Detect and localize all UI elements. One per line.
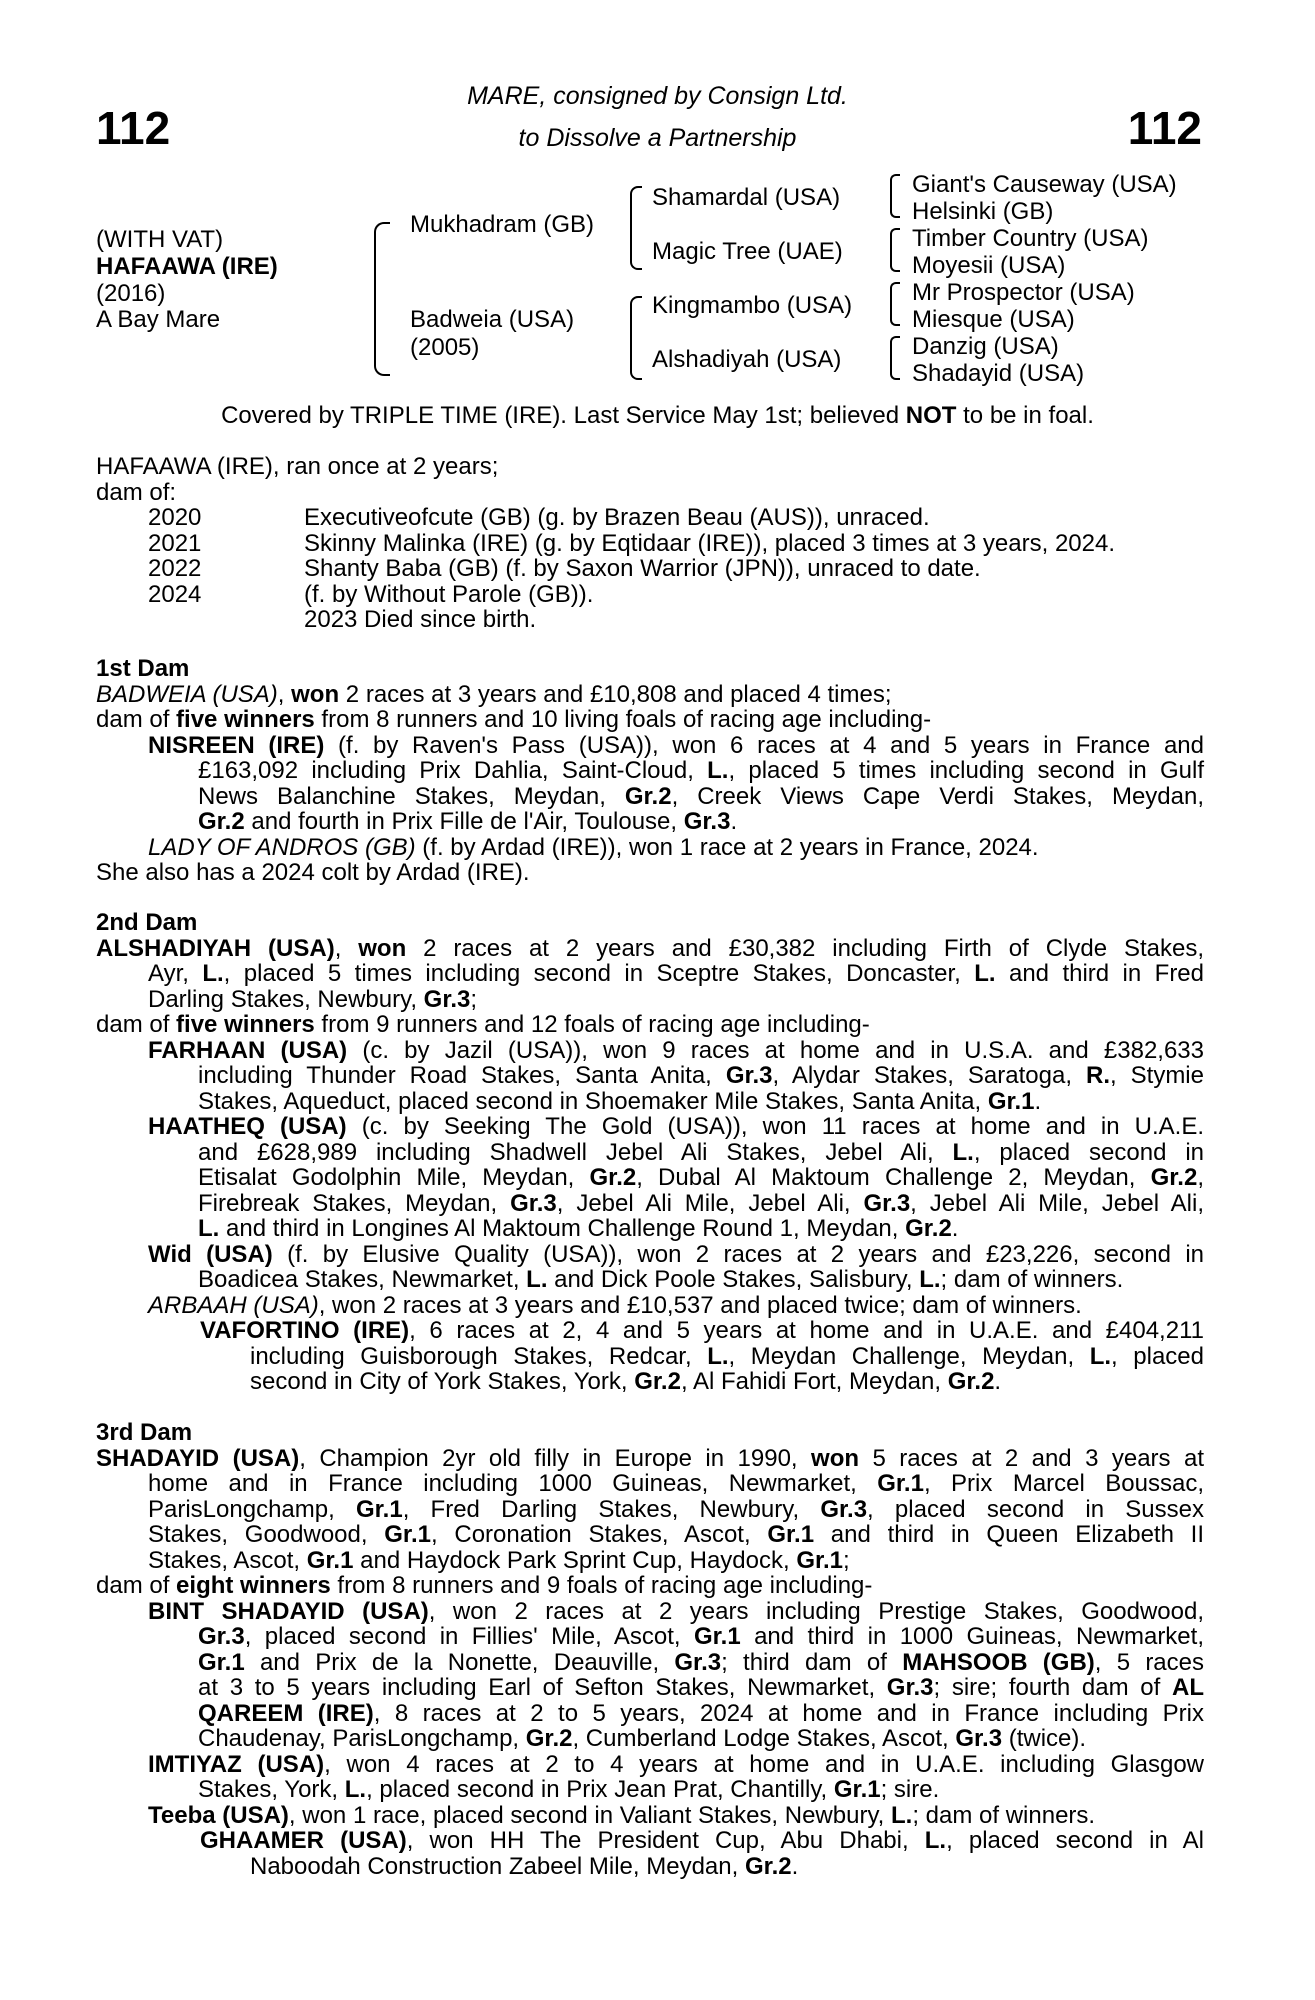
vat-note: (WITH VAT) xyxy=(96,226,224,253)
progeny-list xyxy=(96,505,1204,633)
second-dam-line: HAATHEQ (USA) (c. by Seeking The Gold (USA)), won 11 races at home and in U.A.E. xyxy=(148,1113,1204,1140)
second-dam-line: Firebreak Stakes, Meydan, Gr.3, Jebel Ali Mile, Jebel Ali, Gr.3, Jebel Ali Mile, Jebel Ali, xyxy=(198,1189,1204,1217)
g3-brace-3 xyxy=(890,282,900,326)
first-dam-line: dam of five winners from 8 runners and 10 living foals of racing age including- xyxy=(96,706,932,733)
g3-ancestor: Helsinki (GB) xyxy=(912,198,1054,225)
second-dam-line: including Guisborough Stakes, Redcar, L., Meydan Challenge, Meydan, L., placed xyxy=(250,1342,1204,1370)
first-dam-line: LADY OF ANDROS (GB) (f. by Ardad (IRE)), won 1 race at 2 years in France, 2024. xyxy=(148,833,1039,861)
sire-sire: Shamardal (USA) xyxy=(652,184,841,211)
second-dam-line: including Thunder Road Stakes, Santa Anita, Gr.3, Alydar Stakes, Saratoga, R., Stymie xyxy=(198,1062,1204,1089)
lot-number-left: 112 xyxy=(96,102,171,154)
second-dam-line: Stakes, Aqueduct, placed second in Shoemaker Mile Stakes, Santa Anita, Gr.1. xyxy=(198,1087,1042,1115)
produce-record xyxy=(96,454,1204,633)
dam-brace xyxy=(630,296,642,380)
progeny-year: 2022 xyxy=(148,555,202,582)
g3-ancestor: Moyesii (USA) xyxy=(912,252,1066,279)
second-dam-section xyxy=(96,910,1204,1395)
g3-ancestor: Miesque (USA) xyxy=(912,306,1075,333)
third-dam-line: QAREEM (IRE), 8 races at 2 to 5 years, 2024 at home and in France including Prix xyxy=(198,1699,1205,1727)
first-dam-section xyxy=(96,656,1204,886)
covered-bold: NOT xyxy=(905,402,957,429)
third-dam-line: Stakes, Ascot, Gr.1 and Haydock Park Sprint Cup, Haydock, Gr.1; xyxy=(148,1546,850,1574)
first-dam-line: NISREEN (IRE) (f. by Raven's Pass (USA)), won 6 races at 4 and 5 years in France and xyxy=(148,731,1204,759)
third-dam-line: SHADAYID (USA), Champion 2yr old filly in Europe in 1990, won 5 races at 2 and 3 years at xyxy=(96,1444,1204,1472)
third-dam-line: at 3 to 5 years including Earl of Sefton Stakes, Newmarket, Gr.3; sire; fourth dam of AL xyxy=(198,1674,1204,1701)
second-dam-line: ALSHADIYAH (USA), won 2 races at 2 years and £30,382 including Firth of Clyde Stakes, xyxy=(96,934,1204,962)
third-dam-line: Stakes, Goodwood, Gr.1, Coronation Stakes, Ascot, Gr.1 and third in Queen Elizabeth II xyxy=(148,1521,1204,1548)
first-dam-line: Gr.2 and fourth in Prix Fille de l'Air, Toulouse, Gr.3. xyxy=(198,808,738,835)
second-dam-line: FARHAAN (USA) (c. by Jazil (USA)), won 9 races at home and in U.S.A. and £382,633 xyxy=(148,1036,1204,1064)
second-dam-line: Wid (USA) (f. by Elusive Quality (USA)), won 2 races at 2 years and £23,226, second in xyxy=(148,1240,1204,1268)
progeny-year xyxy=(148,607,248,633)
second-dam-line: ARBAAH (USA), won 2 races at 3 years and £10,537 and placed twice; dam of winners. xyxy=(148,1291,1082,1319)
dam-of-label: dam of: xyxy=(96,478,177,506)
second-dam-line: Ayr, L., placed 5 times including second in Sceptre Stakes, Doncaster, L. and third in Fred xyxy=(148,960,1205,987)
lot-number-right: 112 xyxy=(1127,102,1202,154)
third-dam-line: BINT SHADAYID (USA), won 2 races at 2 years including Prestige Stakes, Goodwood, xyxy=(148,1597,1204,1625)
g3-brace-1 xyxy=(890,174,900,218)
horse-description: A Bay Mare xyxy=(96,306,221,333)
third-dam-line: GHAAMER (USA), won HH The President Cup, Abu Dhabi, L., placed second in Al xyxy=(200,1827,1204,1854)
second-dam-line: Etisalat Godolphin Mile, Meydan, Gr.2, Dubal Al Maktoum Challenge 2, Meydan, Gr.2, xyxy=(198,1164,1204,1191)
sire-brace xyxy=(630,186,642,270)
g3-brace-4 xyxy=(890,336,900,380)
dam-sire: Kingmambo (USA) xyxy=(652,292,853,319)
progeny-year: 2024 xyxy=(148,580,202,608)
consignment-line-1: MARE, consigned by Consign Ltd. xyxy=(467,82,848,110)
third-dam-line: IMTIYAZ (USA), won 4 races at 2 to 4 years at home and in U.A.E. including Glasgow xyxy=(148,1750,1204,1778)
third-dam-line: Gr.3, placed second in Fillies' Mile, Ascot, Gr.1 and third in 1000 Guineas, Newmarket, xyxy=(198,1623,1204,1650)
pedigree-brace xyxy=(374,222,390,376)
second-dam-line: and £628,989 including Shadwell Jebel Ali Stakes, Jebel Ali, L., placed second in xyxy=(198,1138,1204,1166)
progeny-entry: (f. by Without Parole (GB)). xyxy=(304,580,594,608)
covered-note xyxy=(0,402,1315,430)
third-dam-section xyxy=(96,1420,1204,1879)
progeny-entry: 2023 Died since birth. xyxy=(304,606,537,633)
g3-ancestor: Danzig (USA) xyxy=(912,333,1059,360)
foaling-year: (2016) xyxy=(96,280,166,307)
consignment-line-2: to Dissolve a Partnership xyxy=(518,124,797,152)
first-dam-line: News Balanchine Stakes, Meydan, Gr.2, Creek Views Cape Verdi Stakes, Meydan, xyxy=(198,782,1204,810)
second-dam-line: second in City of York Stakes, York, Gr.2, Al Fahidi Fort, Meydan, Gr.2. xyxy=(250,1368,1002,1395)
sire: Mukhadram (GB) xyxy=(410,211,595,238)
g3-ancestor: Giant's Causeway (USA) xyxy=(912,171,1177,198)
third-dam-line: Gr.1 and Prix de la Nonette, Deauville, Gr.3; third dam of MAHSOOB (GB), 5 races xyxy=(198,1648,1205,1676)
produce-intro: HAFAAWA (IRE), ran once at 2 years; xyxy=(96,453,499,480)
second-dam-line: L. and third in Longines Al Maktoum Challenge Round 1, Meydan, Gr.2. xyxy=(198,1215,959,1242)
g3-ancestor: Shadayid (USA) xyxy=(912,360,1085,387)
first-dam-line: BADWEIA (USA), won 2 races at 3 years and £10,808 and placed 4 times; xyxy=(96,680,892,708)
horse-name: HAFAAWA (IRE) xyxy=(96,253,278,280)
first-dam-heading: 1st Dam xyxy=(96,655,190,682)
third-dam-line: dam of eight winners from 8 runners and 9 foals of racing age including- xyxy=(96,1572,873,1599)
progeny-year: 2020 xyxy=(148,504,202,531)
second-dam-line: dam of five winners from 9 runners and 12 foals of racing age including- xyxy=(96,1011,870,1038)
dam-dam: Alshadiyah (USA) xyxy=(652,346,842,373)
second-dam-line: Boadicea Stakes, Newmarket, L. and Dick Poole Stakes, Salisbury, L.; dam of winners. xyxy=(198,1266,1124,1293)
third-dam-line: Naboodah Construction Zabeel Mile, Meydan, Gr.2. xyxy=(250,1852,799,1880)
g3-ancestor: Timber Country (USA) xyxy=(912,225,1149,252)
second-dam-line: VAFORTINO (IRE), 6 races at 2, 4 and 5 years at home and in U.A.E. and £404,211 xyxy=(200,1317,1204,1344)
third-dam-heading: 3rd Dam xyxy=(96,1419,193,1446)
second-dam-line: Darling Stakes, Newbury, Gr.3; xyxy=(148,985,478,1013)
first-dam-line: £163,092 including Prix Dahlia, Saint-Cloud, L., placed 5 times including second in Gulf xyxy=(198,757,1204,784)
third-dam-line: ParisLongchamp, Gr.1, Fred Darling Stakes, Newbury, Gr.3, placed second in Sussex xyxy=(148,1495,1204,1523)
third-dam-line: Chaudenay, ParisLongchamp, Gr.2, Cumberland Lodge Stakes, Ascot, Gr.3 (twice). xyxy=(198,1725,1087,1752)
progeny-entry: Shanty Baba (GB) (f. by Saxon Warrior (JPN)), unraced to date. xyxy=(304,555,981,582)
second-dam-heading: 2nd Dam xyxy=(96,909,198,936)
progeny-year: 2021 xyxy=(148,529,202,557)
third-dam-line: home and in France including 1000 Guineas, Newmarket, Gr.1, Prix Marcel Boussac, xyxy=(148,1470,1205,1497)
third-dam-line: Stakes, York, L., placed second in Prix Jean Prat, Chantilly, Gr.1; sire. xyxy=(198,1776,940,1803)
g3-brace-2 xyxy=(890,228,900,272)
sire-dam: Magic Tree (UAE) xyxy=(652,238,843,265)
first-dam-line: She also has a 2024 colt by Ardad (IRE). xyxy=(96,859,530,886)
progeny-entry: Skinny Malinka (IRE) (g. by Eqtidaar (IRE)), placed 3 times at 3 years, 2024. xyxy=(304,529,1115,557)
progeny-entry: Executiveofcute (GB) (g. by Brazen Beau (AUS)), unraced. xyxy=(304,504,930,531)
dam: Badweia (USA) xyxy=(410,306,575,333)
third-dam-line: Teeba (USA), won 1 race, placed second in Valiant Stakes, Newbury, L.; dam of winners. xyxy=(148,1801,1096,1829)
covered-text: Covered by TRIPLE TIME (IRE). Last Service May 1st; believed xyxy=(221,402,906,429)
covered-text-end: to be in foal. xyxy=(956,402,1094,429)
g3-ancestor: Mr Prospector (USA) xyxy=(912,279,1135,306)
dam-year: (2005) xyxy=(410,334,480,361)
